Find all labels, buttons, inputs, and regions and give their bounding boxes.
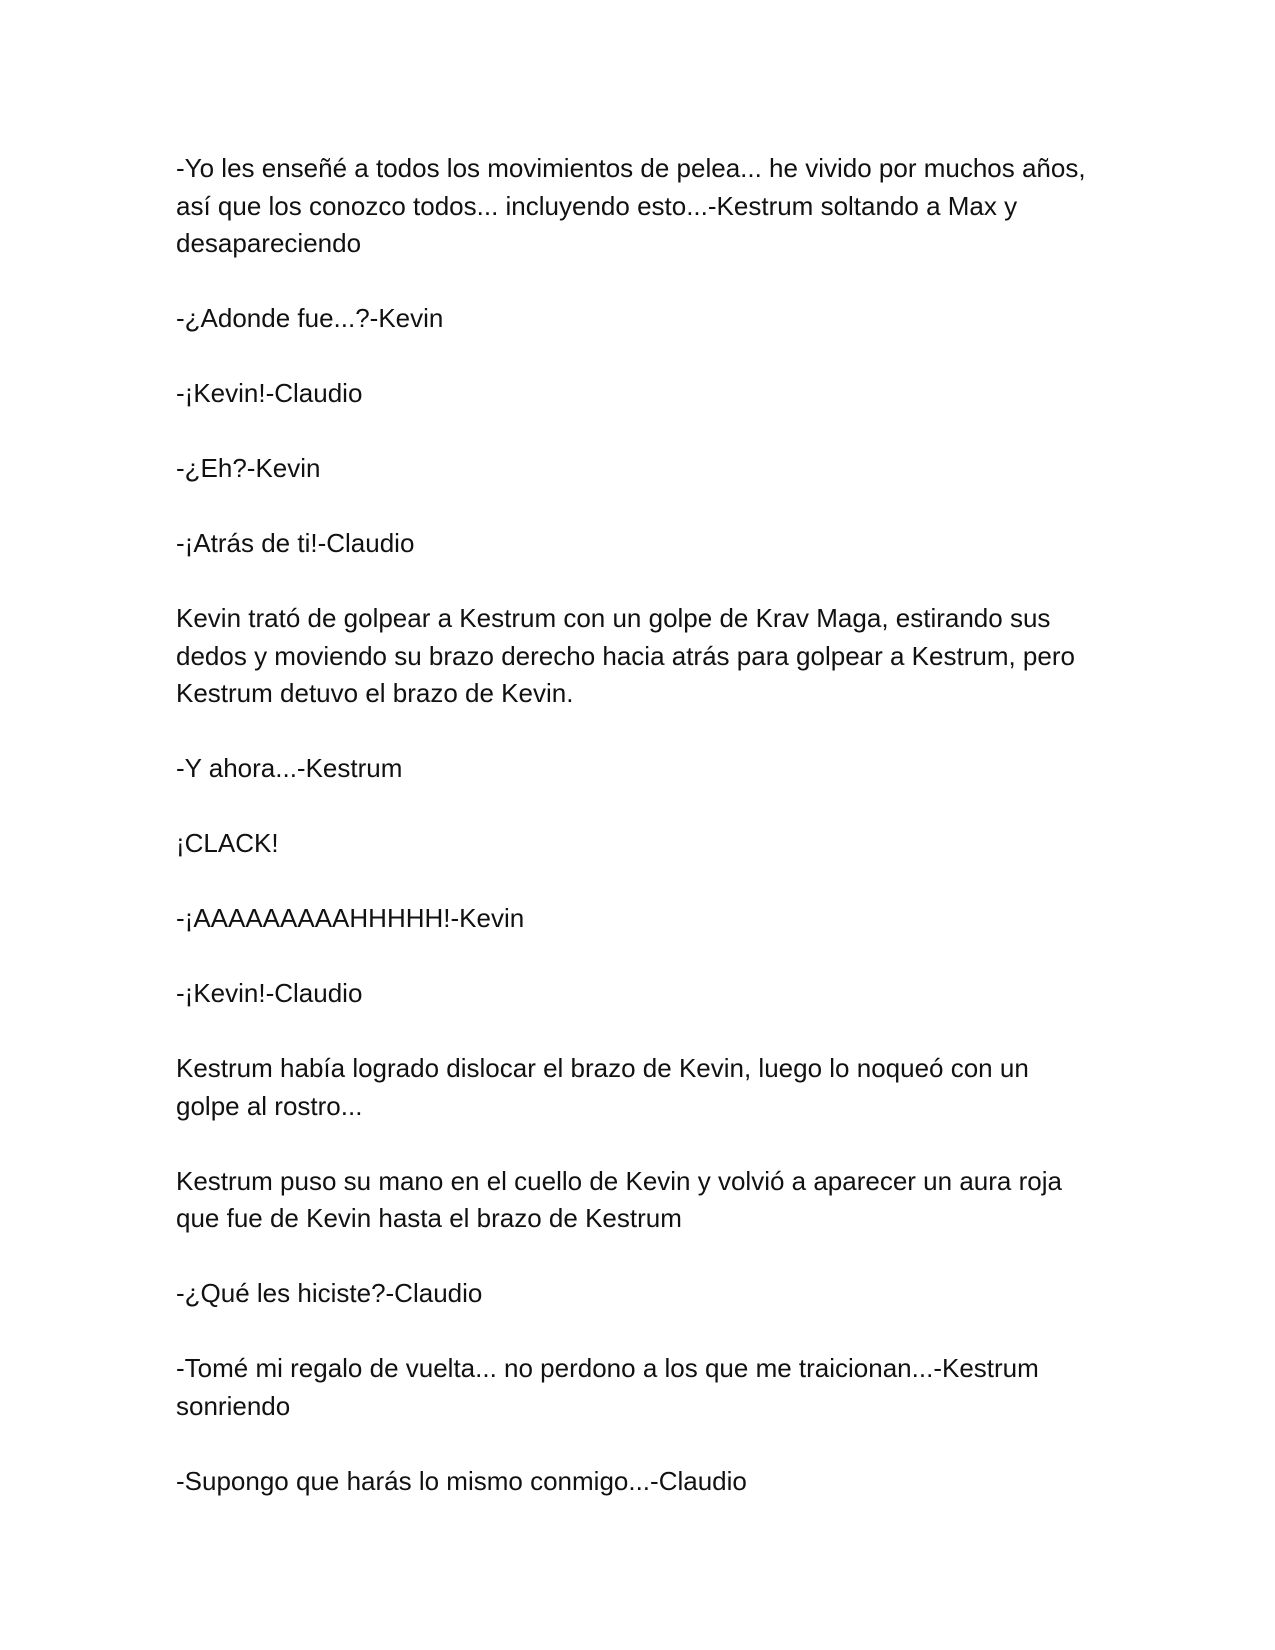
paragraph: ¡CLACK! bbox=[176, 828, 279, 858]
paragraph: -Yo les enseñé a todos los movimientos de pelea... he vivido por muchos años, así que los conozco todos... incluyendo esto...-Kestrum soltando a Max y desapareciendo bbox=[176, 153, 1086, 258]
paragraph: -Tomé mi regalo de vuelta... no perdono a los que me traicionan...-Kestrum sonriendo bbox=[176, 1353, 1039, 1421]
paragraph: -¿Adonde fue...?-Kevin bbox=[176, 303, 444, 333]
paragraph: -Y ahora...-Kestrum bbox=[176, 753, 403, 783]
paragraph: -¿Qué les hiciste?-Claudio bbox=[176, 1278, 483, 1308]
paragraph: -¡AAAAAAAAAHHHHH!-Kevin bbox=[176, 903, 525, 933]
paragraph: -¿Eh?-Kevin bbox=[176, 453, 321, 483]
paragraph: Kestrum había logrado dislocar el brazo de Kevin, luego lo noqueó con un golpe al rostro... bbox=[176, 1053, 1029, 1121]
paragraph: Kevin trató de golpear a Kestrum con un golpe de Krav Maga, estirando sus dedos y moviendo su brazo derecho hacia atrás para golpear a Kestrum, pero Kestrum detuvo el brazo de Kevin. bbox=[176, 603, 1075, 708]
paragraph: -¡Kevin!-Claudio bbox=[176, 978, 363, 1008]
paragraph: Kestrum puso su mano en el cuello de Kevin y volvió a aparecer un aura roja que fue de Kevin hasta el brazo de Kestrum bbox=[176, 1165, 1062, 1233]
paragraph: -¡Kevin!-Claudio bbox=[176, 378, 363, 408]
document-body bbox=[176, 150, 1096, 1538]
paragraph: -¡Atrás de ti!-Claudio bbox=[176, 528, 415, 558]
paragraph: -Supongo que harás lo mismo conmigo...-Claudio bbox=[176, 1465, 747, 1496]
